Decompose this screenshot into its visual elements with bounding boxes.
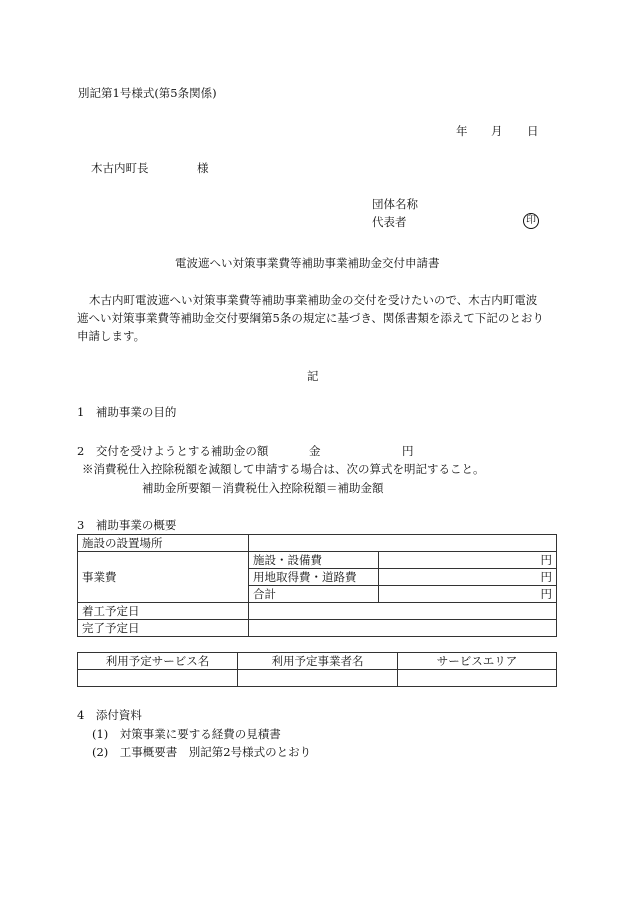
tax-formula: 補助金所要額－消費税仕入控除税額＝補助金額: [142, 481, 384, 495]
cost-row-unit: 円: [379, 586, 557, 603]
applicant-org-label: 団体名称: [372, 197, 418, 211]
end-date-value: [249, 620, 557, 637]
end-date-label: 完了予定日: [78, 620, 249, 637]
cost-row-unit: 円: [379, 552, 557, 569]
provider-header: 利用予定事業者名: [238, 653, 398, 670]
site-label: 施設の設置場所: [78, 535, 249, 552]
area-header: サービスエリア: [398, 653, 557, 670]
item-amount-label: 2 交付を受けようとする補助金の額: [77, 444, 269, 458]
start-date-label: 着工予定日: [78, 603, 249, 620]
table-row: [78, 603, 557, 620]
addressee-honorific: 様: [197, 161, 209, 175]
attachment-1: (1) 対策事業に要する経費の見積書: [92, 727, 281, 741]
table-row: [78, 620, 557, 637]
site-value: [249, 535, 557, 552]
document-title: 電波遮へい対策事業費等補助事業補助金交付申請書: [175, 256, 440, 270]
table-row: [78, 535, 557, 552]
service-value: [78, 670, 238, 687]
ki-heading: 記: [307, 369, 319, 383]
overview-table: [77, 534, 557, 637]
start-date-value: [249, 603, 557, 620]
cost-row-label: 施設・設備費: [249, 552, 379, 569]
applicant-rep-label: 代表者: [372, 215, 407, 229]
body-line-1: 木古内町電波遮へい対策事業費等補助事業補助金の交付を受けたいので、木古内町電波: [89, 293, 538, 307]
cost-row-label: 用地取得費・道路費: [249, 569, 379, 586]
cost-label: 事業費: [78, 552, 249, 603]
form-number: 別記第1号様式(第5条関係): [78, 86, 217, 100]
table-row: [78, 670, 557, 687]
tax-note: ※消費税仕入控除税額を減額して申請する場合は、次の算式を明記すること。: [82, 462, 485, 476]
body-line-2: 遮へい対策事業費等補助金交付要綱第5条の規定に基づき、関係書類を添えて下記のとおり: [77, 311, 544, 325]
area-value: [398, 670, 557, 687]
date-year: 年: [456, 124, 468, 138]
item-amount-kin: 金: [309, 444, 321, 458]
addressee-name: 木古内町長: [91, 161, 149, 175]
attachment-2: (2) 工事概要書 別記第2号様式のとおり: [92, 745, 312, 759]
seal-mark: 印: [523, 213, 539, 229]
service-table: [77, 652, 557, 687]
service-header: 利用予定サービス名: [78, 653, 238, 670]
date-day: 日: [527, 124, 539, 138]
table-row: [78, 552, 557, 569]
cost-row-label: 合計: [249, 586, 379, 603]
item-attachments: 4 添付資料: [77, 708, 142, 722]
date-month: 月: [491, 124, 503, 138]
provider-value: [238, 670, 398, 687]
table-row: [78, 653, 557, 670]
cost-row-unit: 円: [379, 569, 557, 586]
item-purpose: 1 補助事業の目的: [77, 405, 177, 419]
body-line-3: 申請します。: [77, 329, 146, 343]
item-amount-yen: 円: [402, 444, 414, 458]
item-overview: 3 補助事業の概要: [77, 518, 177, 532]
